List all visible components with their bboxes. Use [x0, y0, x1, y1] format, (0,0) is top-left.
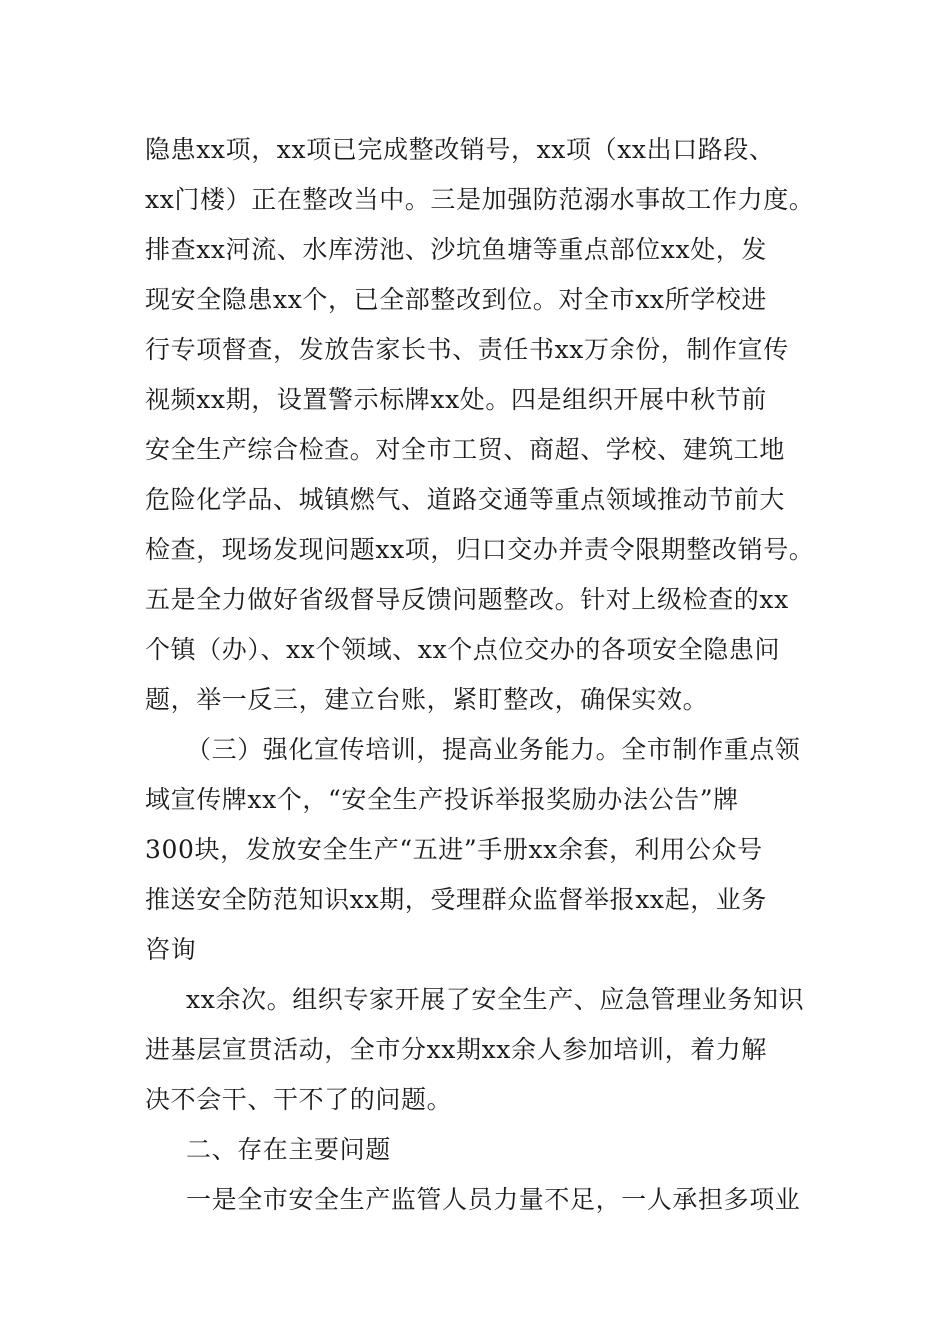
text-line: 五是全力做好省级督导反馈问题整改。针对上级检查的xx: [145, 585, 789, 614]
text-line: 300块，发放安全生产“五进”手册xx余套，利用公众号: [145, 835, 763, 864]
text-line: 危险化学品、城镇燃气、道路交通等重点领域推动节前大: [145, 485, 786, 514]
text-line: xx门楼）正在整改当中。三是加强防范溺水事故工作力度。: [145, 185, 815, 214]
text-line: 现安全隐患xx个，已全部整改到位。对全市xx所学校进: [145, 285, 767, 314]
text-line: 行专项督查，发放告家长书、责任书xx万余份，制作宣传: [145, 335, 789, 364]
text-line: xx余次。组织专家开展了安全生产、应急管理业务知识: [186, 985, 805, 1014]
text-line: 视频xx期，设置警示标牌xx处。四是组织开展中秋节前: [145, 385, 767, 414]
text-line: 个镇（办）、xx个领域、xx个点位交办的各项安全隐患问: [145, 635, 781, 664]
text-line: 决不会干、干不了的问题。: [145, 1085, 453, 1114]
text-line: 隐患xx项，xx项已完成整改销号，xx项（xx出口路段、: [145, 135, 775, 164]
text-line: 推送安全防范知识xx期，受理群众监督举报xx起，业务: [145, 885, 767, 914]
text-line: 排查xx河流、水库涝池、沙坑鱼塘等重点部位xx处，发: [145, 235, 767, 264]
text-line: 进基层宣贯活动，全市分xx期xx余人参加培训，着力解: [145, 1035, 767, 1064]
text-line: 咨询: [145, 935, 197, 964]
text-line: 安全生产综合检查。对全市工贸、商超、学校、建筑工地: [145, 435, 786, 464]
section-heading: 二、存在主要问题: [186, 1135, 391, 1164]
text-line: 检查，现场发现问题xx项，归口交办并责令限期整改销号。: [145, 535, 815, 564]
text-line: 题，举一反三，建立台账，紧盯整改，确保实效。: [145, 685, 709, 714]
text-line: 域宣传牌xx个，“安全生产投诉举报奖励办法公告”牌: [145, 785, 739, 814]
section-heading: （三）强化宣传培训，提高业务能力。全市制作重点领: [186, 735, 801, 764]
text-line: 一是全市安全生产监管人员力量不足，一人承担多项业: [186, 1185, 801, 1214]
